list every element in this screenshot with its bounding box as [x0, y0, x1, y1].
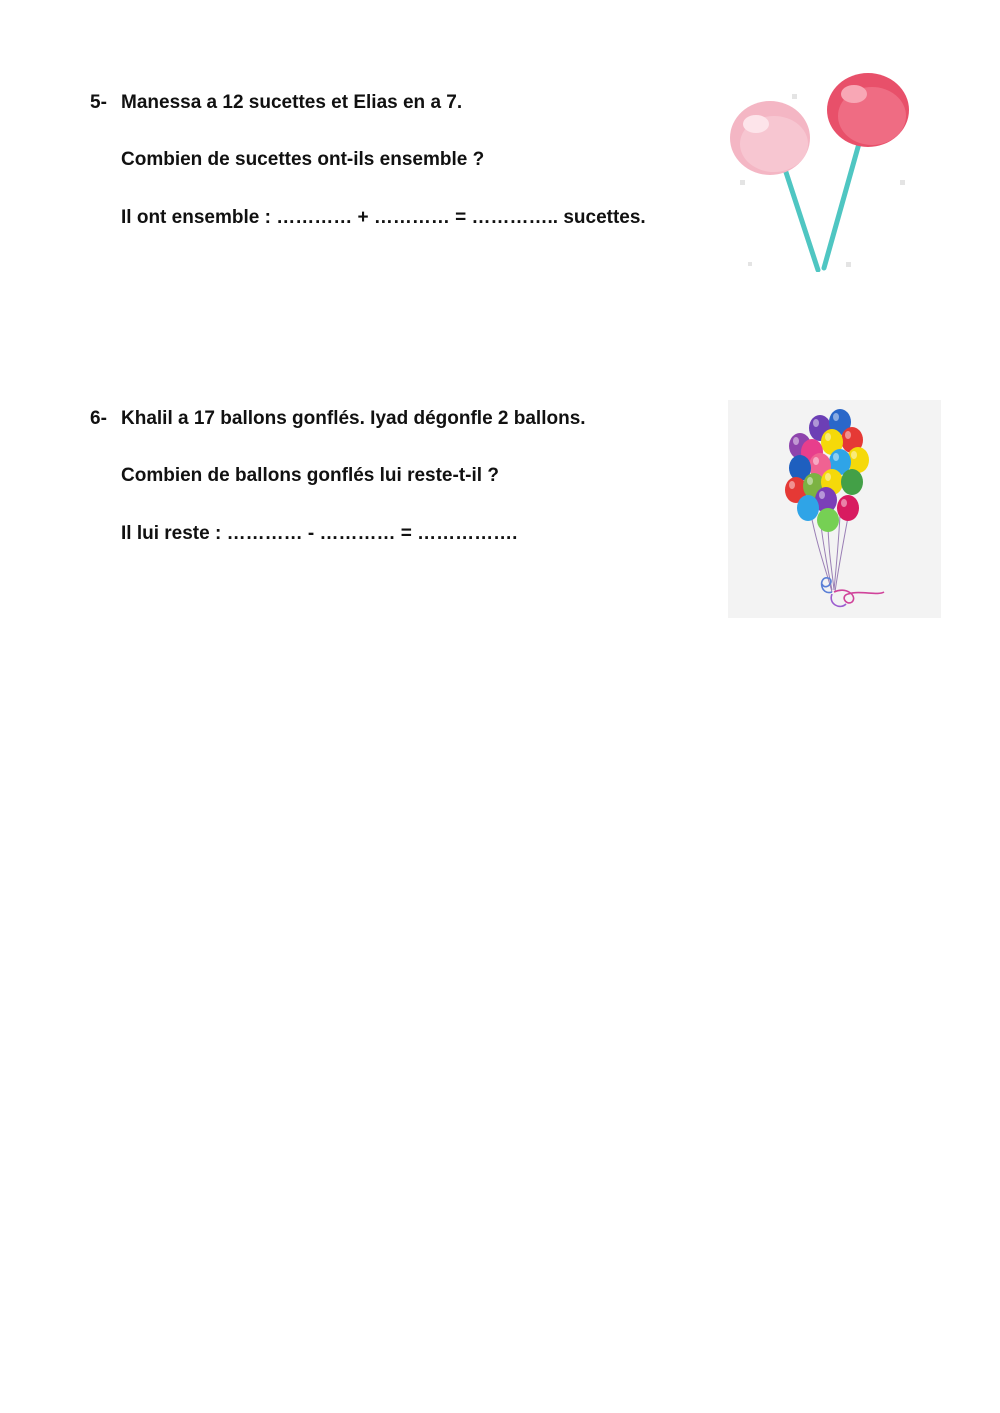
problem-5-answer-line: Il ont ensemble : ………… + ………… = ………….. sucettes.	[121, 207, 646, 228]
problem-5	[90, 88, 710, 248]
problem-5-question: Combien de sucettes ont-ils ensemble ?	[121, 149, 485, 170]
problem-6-question: Combien de ballons gonflés lui reste-t-il ?	[121, 465, 499, 486]
problem-6	[90, 404, 710, 564]
problem-5-number: 5-	[90, 92, 107, 113]
problem-6-number: 6-	[90, 408, 107, 429]
problem-6-answer-line: Il lui reste : ………… - ………… = …………….	[121, 523, 518, 544]
problem-6-statement: Khalil a 17 ballons gonflés. Iyad dégonfle 2 ballons.	[121, 408, 586, 429]
balloons-illustration	[728, 400, 941, 618]
problem-5-statement: Manessa a 12 sucettes et Elias en a 7.	[121, 92, 463, 113]
lollipop-pink-icon	[730, 101, 810, 175]
lollipop-stick-right	[824, 140, 860, 268]
lollipops-illustration	[722, 72, 918, 272]
lollipop-stick-left	[782, 160, 818, 270]
lollipop-red-icon	[827, 73, 909, 147]
